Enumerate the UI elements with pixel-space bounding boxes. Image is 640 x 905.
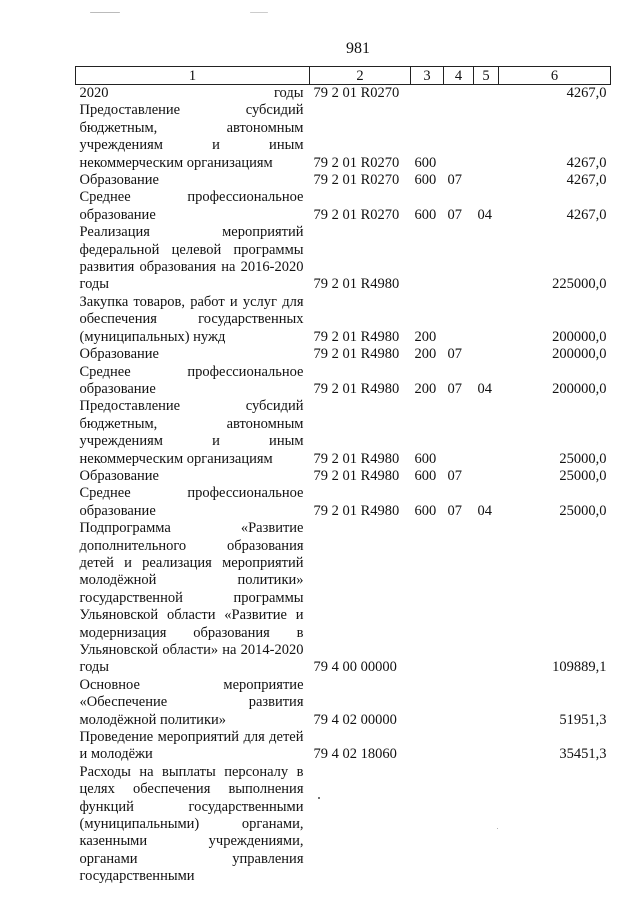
subsection-code — [474, 294, 499, 346]
target-article-code: 79 4 00 00000 — [313, 659, 397, 676]
target-article-code: 79 2 01 R4980 — [313, 380, 400, 397]
table-row — [76, 102, 611, 172]
target-article-code: 79 4 02 00000 — [313, 711, 397, 728]
subsection-code — [474, 468, 499, 485]
section-code — [444, 520, 474, 677]
amount: 200000,0 — [552, 328, 607, 345]
amount: 35451,3 — [559, 746, 607, 763]
header-cell: 1 — [76, 67, 310, 85]
amount: 109889,1 — [552, 659, 607, 676]
table-row — [76, 729, 611, 764]
table-row — [76, 485, 611, 520]
table-row — [76, 764, 611, 886]
table-row — [76, 677, 611, 729]
table-row — [76, 468, 611, 485]
section-code: 07 — [447, 206, 462, 223]
section-code — [444, 294, 474, 346]
target-article-code: 79 4 02 18060 — [313, 746, 397, 763]
expense-type-code: 600 — [414, 172, 437, 189]
subsection-code — [474, 85, 499, 103]
amount: 25000,0 — [559, 467, 607, 484]
expense-type-code — [411, 729, 444, 764]
expense-type-code: 600 — [414, 502, 437, 519]
item-name: Проведение мероприятий для детей и молодёжи — [79, 729, 304, 763]
amount: 4267,0 — [566, 206, 607, 223]
table-row — [76, 398, 611, 468]
expense-type-code: 600 — [414, 450, 437, 467]
item-name: Среднее профессиональное образование — [79, 189, 304, 223]
target-article-code — [310, 764, 411, 886]
item-name: Предоставление субсидий бюджетным, автономным учреждениям и иным некоммерческим организациям — [79, 398, 304, 467]
table-row — [76, 520, 611, 677]
item-name: Образование — [79, 467, 159, 484]
section-code — [444, 764, 474, 886]
expense-type-code: 200 — [414, 328, 437, 345]
subsection-code — [474, 764, 499, 886]
amount: 25000,0 — [559, 502, 607, 519]
scan-speck — [250, 12, 268, 13]
target-article-code: 79 2 01 R4980 — [313, 346, 400, 363]
item-name: Среднее профессиональное образование — [79, 363, 304, 397]
item-name: Среднее профессиональное образование — [79, 485, 304, 519]
amount — [499, 764, 611, 886]
item-name: Образование — [79, 346, 159, 363]
expense-type-code — [411, 677, 444, 729]
table-row — [76, 294, 611, 346]
subsection-code — [474, 677, 499, 729]
target-article-code: 79 2 01 R4980 — [313, 276, 400, 293]
expense-type-code: 600 — [414, 206, 437, 223]
item-name: Закупка товаров, работ и услуг для обеспечения государственных (муниципальных) нужд — [79, 293, 304, 345]
expense-type-code: 200 — [414, 346, 437, 363]
target-article-code: 79 2 01 R0270 — [313, 172, 400, 189]
amount: 51951,3 — [559, 711, 607, 728]
section-code — [444, 224, 474, 294]
target-article-code: 79 2 01 R0270 — [313, 85, 400, 101]
subsection-code — [474, 520, 499, 677]
item-name: Подпрограмма «Развитие дополнительного образования детей и реализация мероприятий молодёжной политики» государственной программы Ульяновской области «Развитие и модернизация образования в Ульяновской области» на 2014-2020 годы — [79, 520, 304, 676]
expense-type-code — [411, 224, 444, 294]
subsection-code: 04 — [477, 206, 492, 223]
subsection-code — [474, 346, 499, 363]
amount: 4267,0 — [566, 85, 607, 101]
item-name: Основное мероприятие «Обеспечение развития молодёжной политики» — [79, 676, 304, 728]
scan-speck — [90, 12, 120, 13]
table-row — [76, 189, 611, 224]
table-row — [76, 85, 611, 103]
target-article-code: 79 2 01 R0270 — [313, 154, 400, 171]
section-code: 07 — [447, 502, 462, 519]
item-name: Расходы на выплаты персоналу в целях обеспечения выполнения функций государственными (муниципальными) органами, казенными учреждениями, органами управления государственными — [79, 763, 304, 885]
section-code: 07 — [447, 346, 462, 363]
item-name: Предоставление субсидий бюджетным, автономным учреждениям и иным некоммерческим организациям — [79, 102, 304, 171]
expense-type-code: 600 — [414, 467, 437, 484]
table-row — [76, 172, 611, 189]
table-header-row — [76, 67, 611, 85]
expense-type-code — [411, 85, 444, 103]
expense-type-code: 600 — [414, 154, 437, 171]
section-code — [444, 677, 474, 729]
header-cell: 6 — [499, 67, 611, 85]
section-code — [444, 729, 474, 764]
expense-type-code — [411, 520, 444, 677]
section-code: 07 — [447, 380, 462, 397]
table-row — [76, 364, 611, 399]
item-name: 2020 годы — [79, 85, 304, 101]
scan-speck — [318, 797, 320, 799]
subsection-code — [474, 224, 499, 294]
page-number: 981 — [346, 40, 370, 57]
budget-table — [75, 66, 611, 886]
subsection-code: 04 — [477, 380, 492, 397]
subsection-code — [474, 398, 499, 468]
item-name: Реализация мероприятий федеральной целевой программы развития образования на 2016-2020 годы — [79, 224, 304, 293]
header-cell: 5 — [474, 67, 499, 85]
section-code: 07 — [447, 172, 462, 189]
header-cell: 2 — [310, 67, 411, 85]
amount: 225000,0 — [552, 276, 607, 293]
table-row — [76, 346, 611, 363]
amount: 4267,0 — [566, 154, 607, 171]
subsection-code — [474, 102, 499, 172]
target-article-code: 79 2 01 R4980 — [313, 450, 400, 467]
subsection-code — [474, 729, 499, 764]
section-code — [444, 398, 474, 468]
section-code — [444, 102, 474, 172]
table-row — [76, 224, 611, 294]
subsection-code: 04 — [477, 502, 492, 519]
expense-type-code: 200 — [414, 380, 437, 397]
amount: 200000,0 — [552, 380, 607, 397]
scan-speck — [497, 828, 498, 829]
target-article-code: 79 2 01 R0270 — [313, 206, 400, 223]
expense-type-code — [411, 764, 444, 886]
item-name: Образование — [79, 172, 159, 189]
target-article-code: 79 2 01 R4980 — [313, 328, 400, 345]
amount: 4267,0 — [566, 172, 607, 189]
target-article-code: 79 2 01 R4980 — [313, 467, 400, 484]
section-code: 07 — [447, 467, 462, 484]
section-code — [444, 85, 474, 103]
amount: 200000,0 — [552, 346, 607, 363]
header-cell: 4 — [444, 67, 474, 85]
subsection-code — [474, 172, 499, 189]
amount: 25000,0 — [559, 450, 607, 467]
target-article-code: 79 2 01 R4980 — [313, 502, 400, 519]
header-cell: 3 — [411, 67, 444, 85]
